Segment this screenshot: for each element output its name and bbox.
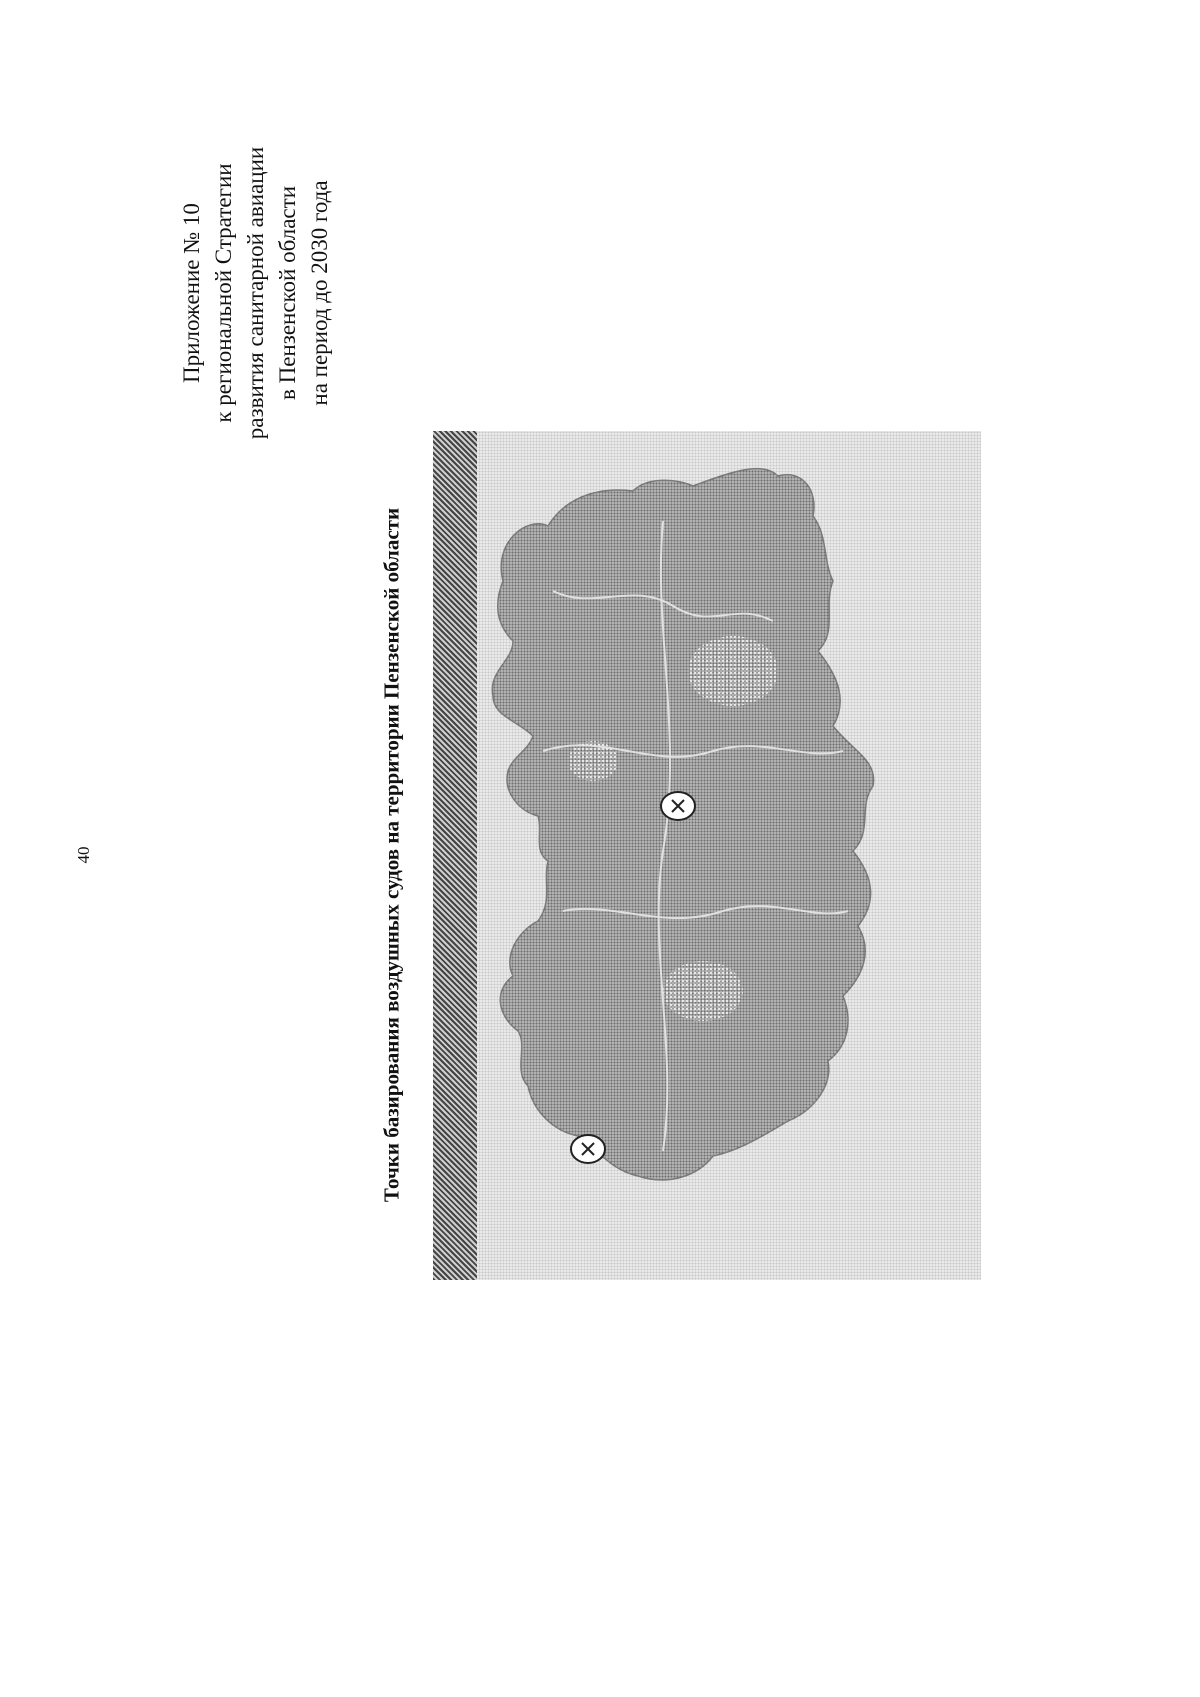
page-number: 40 (74, 846, 93, 864)
region-map (433, 431, 981, 1280)
appendix-line: Приложение № 10 (179, 203, 204, 383)
helipad-marker-icon (571, 1135, 605, 1163)
helipad-marker-icon (661, 792, 695, 820)
appendix-header (176, 58, 336, 528)
appendix-line: к региональной Стратегии (211, 163, 236, 423)
figure-title: Точки базирования воздушных судов на территории Пензенской области (379, 507, 404, 1203)
appendix-line: в Пензенской области (275, 186, 300, 400)
appendix-line: развития санитарной авиации (243, 146, 268, 440)
appendix-line: на период до 2030 года (307, 180, 332, 406)
